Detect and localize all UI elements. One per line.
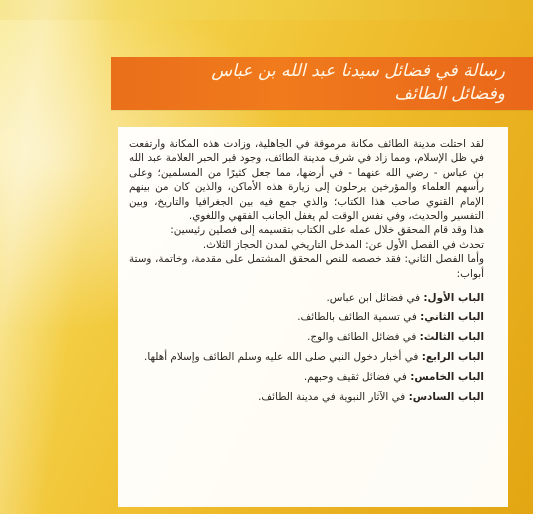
chapter-item bbox=[129, 350, 484, 364]
chapter-text: في الآثار النبوية في مدينة الطائف. bbox=[258, 391, 409, 404]
title-band bbox=[111, 57, 533, 110]
division-paragraph: هذا وقد قام المحقق خلال عمله على الكتاب بتقسيمه إلى فصلين رئيسين: bbox=[170, 224, 484, 237]
description-text bbox=[129, 137, 484, 405]
title-line-2: وفضائل الطائف bbox=[394, 84, 505, 104]
chapter-label: الباب الخامس: bbox=[410, 371, 484, 384]
chapter-item bbox=[129, 390, 484, 404]
chapter-item bbox=[129, 370, 484, 384]
book-title bbox=[125, 60, 505, 106]
chapter-label: الباب الأول: bbox=[423, 291, 484, 304]
chapter-text: في أخبار دخول النبي صلى الله عليه وسلم الطائف وإسلام أهلها. bbox=[144, 351, 422, 364]
description-panel bbox=[118, 127, 508, 507]
chapter-text: في تسمية الطائف بالطائف. bbox=[297, 311, 421, 324]
chapter-label: الباب السادس: bbox=[408, 391, 484, 404]
intro-paragraph: لقد احتلت مدينة الطائف مكانة مرموقة في الجاهلية، وزادت هذه المكانة وارتفعت في ظل الإسلام، ومما زاد في شرف مدينة الطائف، وجود قبر الحبر العلامة عبد الله بن عباس - رضي الله عنهما - في أرضها، مما جعل كثيرًا من المسلمين؛ وعلى رأسهم العلماء والمؤرخين يرحلون إلى زيارة هذه الأماكن، والذين كان من بينهم الإمام القنوي صاحب هذا الكتاب؛ والذي جمع فيه بين الجغرافيا والتاريخ، وبين التفسير والحديث، وفي نفس الوقت لم يغفل الجانب الفقهي واللغوي. bbox=[129, 138, 484, 223]
light-stripe bbox=[0, 0, 121, 514]
title-line-1: رسالة في فضائل سيدنا عبد الله بن عباس bbox=[211, 61, 505, 81]
chapter-label: الباب الرابع: bbox=[421, 351, 484, 364]
chapter-item bbox=[129, 310, 484, 324]
chapter-one-paragraph: تحدث في الفصل الأول عن: المدخل التاريخي لمدن الحجاز الثلاث. bbox=[202, 238, 484, 251]
chapter-text: في فضائل ابن عباس. bbox=[326, 291, 424, 304]
chapter-label: الباب الثاني: bbox=[420, 311, 484, 324]
chapter-text: في فضائل ثقيف وحبهم. bbox=[303, 371, 411, 384]
chapter-label: الباب الثالث: bbox=[419, 331, 484, 344]
chapter-text: في فضائل الطائف والوج. bbox=[307, 331, 420, 344]
chapter-item bbox=[129, 291, 484, 305]
chapter-two-paragraph: وأما الفصل الثاني: فقد خصصه للنص المحقق المشتمل على مقدمة، وخاتمة، وستة أبواب: bbox=[129, 253, 484, 280]
chapter-item bbox=[129, 330, 484, 344]
